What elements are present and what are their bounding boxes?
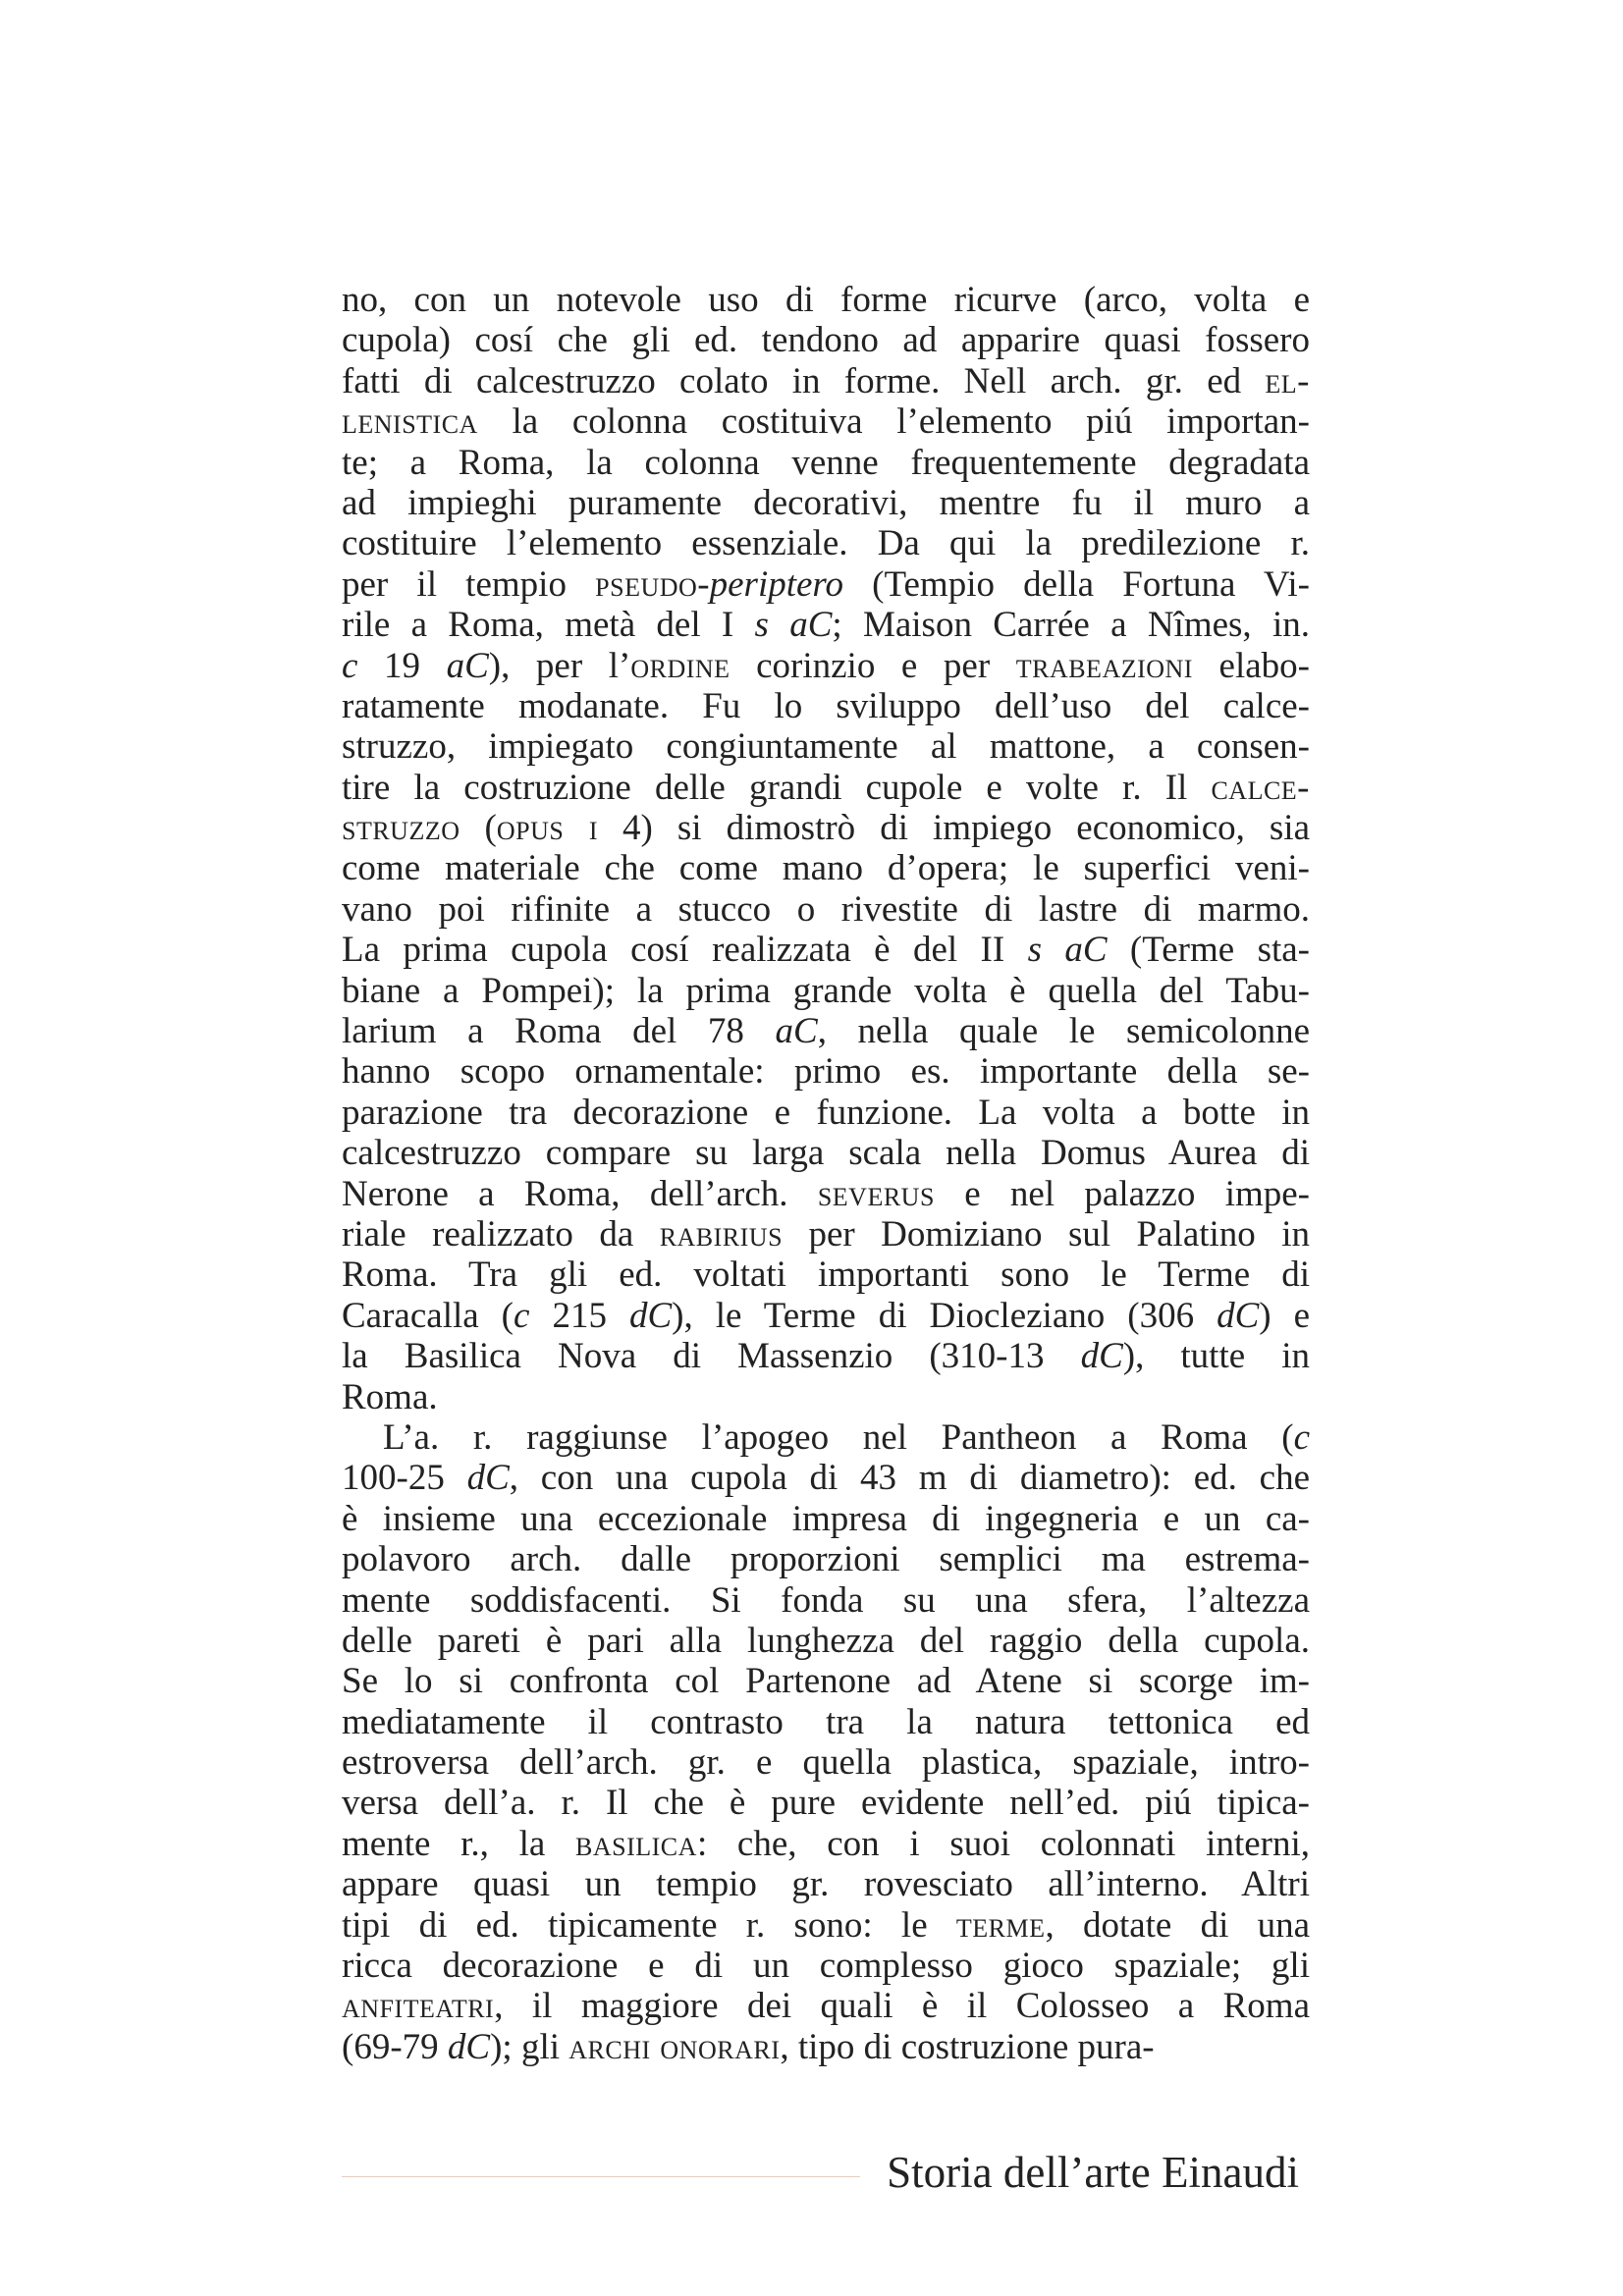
text-line <box>342 443 1310 483</box>
text-run: , tipo di costruzione pura- <box>780 2026 1155 2067</box>
text-run: struzzo, impiegato congiuntamente al mattone, a consen- <box>342 726 1310 768</box>
text-line <box>342 646 1310 686</box>
text-run: ); gli <box>490 2026 569 2067</box>
text-run: 19 <box>357 645 447 686</box>
text-run: , con una cupola di 43 m di diametro): ed. che <box>509 1458 1310 1499</box>
text-line <box>342 1458 1310 1498</box>
text-line <box>342 280 1310 320</box>
text-run: 4) si dimostrò di impiego economico, sia <box>598 808 1311 849</box>
text-line <box>342 1011 1310 1051</box>
text-line <box>342 1742 1310 1783</box>
text-line <box>342 361 1310 401</box>
text-run: tipi di ed. tipicamente r. sono: le <box>342 1904 956 1946</box>
text-line <box>342 320 1310 360</box>
italic-term: s aC <box>754 605 833 646</box>
text-run: parazione tra decorazione e funzione. La volta a botte in <box>342 1092 1310 1133</box>
text-run: (69-79 <box>342 2026 448 2067</box>
text-run: mente soddisfacenti. Si fonda su una sfera, l’altezza <box>342 1579 1310 1621</box>
text-run: , nella quale le semicolonne <box>817 1011 1310 1052</box>
text-run: Roma. <box>342 1376 438 1417</box>
small-caps-term: terme <box>955 1904 1046 1946</box>
italic-term: aC <box>446 645 489 686</box>
small-caps-term: trabeazioni <box>1015 645 1193 686</box>
text-line <box>342 1377 1310 1417</box>
body-text <box>342 280 1310 2067</box>
text-line <box>342 1783 1310 1823</box>
text-line <box>342 930 1310 970</box>
text-line <box>342 1905 1310 1946</box>
text-run: mediatamente il contrasto tra la natura tettonica ed <box>342 1701 1310 1742</box>
italic-term: dC <box>447 2026 491 2067</box>
small-caps-term: el- <box>1265 360 1310 401</box>
text-line <box>342 1336 1310 1376</box>
text-run: polavoro arch. dalle proporzioni semplici ma estrema- <box>342 1539 1310 1580</box>
text-line <box>342 1580 1310 1621</box>
text-line <box>342 848 1310 888</box>
small-caps-term: anfiteatri <box>342 1986 495 2027</box>
text-line <box>342 1214 1310 1255</box>
text-line <box>342 605 1310 645</box>
italic-term: s aC <box>1027 930 1108 971</box>
text-line <box>342 808 1310 848</box>
small-caps-term: ordine <box>630 645 730 686</box>
text-line <box>342 1417 1310 1458</box>
text-run: tire la costruzione delle grandi cupole e volte r. Il <box>342 767 1212 808</box>
text-run: , il maggiore dei quali è il Colosseo a Roma <box>494 1986 1310 2027</box>
text-run: Nerone a Roma, dell’arch. <box>342 1173 818 1214</box>
text-run: ricca decorazione e di un complesso gioco spaziale; gli <box>342 1946 1310 1987</box>
text-line <box>342 889 1310 930</box>
text-run: corinzio e per <box>730 645 1016 686</box>
text-line <box>342 1946 1310 1986</box>
text-run: come materiale che come mano d’opera; le superfici veni- <box>342 848 1310 889</box>
text-line <box>342 1499 1310 1539</box>
text-run: hanno scopo ornamentale: primo es. importante della se- <box>342 1051 1310 1093</box>
text-run: ), le Terme di Diocleziano (306 <box>672 1295 1217 1336</box>
text-line <box>342 1986 1310 2026</box>
text-run: 100-25 <box>342 1458 467 1499</box>
footer-title: Storia dell’arte Einaudi <box>887 2148 1299 2197</box>
text-run: Se lo si confronta col Partenone ad Atene si scorge im- <box>342 1661 1310 1702</box>
text-line <box>342 1133 1310 1173</box>
small-caps-term: rabirius <box>659 1213 784 1255</box>
text-run: per Domiziano sul Palatino in <box>783 1213 1311 1255</box>
text-line <box>342 1255 1310 1295</box>
text-run: La prima cupola cosí realizzata è del II <box>342 930 1028 971</box>
text-line <box>342 1864 1310 1904</box>
text-line <box>342 1539 1310 1579</box>
text-line <box>342 1051 1310 1092</box>
text-line <box>342 1093 1310 1133</box>
small-caps-term: lenistica <box>342 401 478 443</box>
small-caps-term: archi onorari <box>568 2026 781 2067</box>
small-caps-term: pseudo <box>595 563 698 605</box>
text-run: è insieme una eccezionale impresa di ingegneria e un ca- <box>342 1498 1310 1539</box>
text-run: fatti di calcestruzzo colato in forme. Nell arch. gr. ed <box>342 360 1266 401</box>
text-run: Roma. Tra gli ed. voltati importanti sono le Terme di <box>342 1255 1310 1296</box>
footer-rule <box>342 2176 860 2177</box>
italic-term: c <box>342 645 358 686</box>
text-run: e nel palazzo impe- <box>934 1173 1310 1214</box>
text-line <box>342 523 1310 563</box>
italic-term: c <box>514 1295 530 1336</box>
text-run: ad impieghi puramente decorativi, mentre fu il muro a <box>342 482 1310 523</box>
text-line <box>342 483 1310 523</box>
text-run: - <box>697 563 710 605</box>
text-run: ), tutte in <box>1122 1336 1310 1377</box>
text-line <box>342 1296 1310 1336</box>
italic-term: dC <box>1080 1336 1123 1377</box>
text-line <box>342 971 1310 1011</box>
small-caps-term: opus i <box>496 808 599 849</box>
text-run: L’a. r. raggiunse l’apogeo nel Pantheon a Roma ( <box>383 1416 1294 1458</box>
text-run: cupola) cosí che gli ed. tendono ad apparire quasi fossero <box>342 320 1310 361</box>
small-caps-term: severus <box>817 1173 935 1214</box>
italic-term: dC <box>1217 1295 1260 1336</box>
text-run: per il tempio <box>342 563 596 605</box>
text-line <box>342 768 1310 808</box>
text-run: costituire l’elemento essenziale. Da qui la predilezione r. <box>342 523 1310 564</box>
text-line <box>342 564 1310 605</box>
text-line <box>342 1621 1310 1661</box>
text-line <box>342 686 1310 726</box>
text-line <box>342 401 1310 442</box>
text-run: (Terme sta- <box>1107 930 1310 971</box>
italic-term: dC <box>628 1295 673 1336</box>
text-run: rile a Roma, metà del I <box>342 605 755 646</box>
text-line <box>342 1661 1310 1701</box>
text-run: Caracalla ( <box>342 1295 514 1336</box>
small-caps-term: struzzo <box>342 808 460 849</box>
italic-term: dC <box>466 1458 510 1499</box>
text-run: ) e <box>1259 1295 1311 1336</box>
text-run: te; a Roma, la colonna venne frequentemente degradata <box>342 442 1310 483</box>
text-run: la colonna costituiva l’elemento piú importan- <box>477 401 1310 443</box>
text-line <box>342 726 1310 767</box>
text-line <box>342 1702 1310 1742</box>
text-run: larium a Roma del 78 <box>342 1011 776 1052</box>
text-line <box>342 2027 1310 2067</box>
text-run: elabo- <box>1192 645 1310 686</box>
text-run: no, con un notevole uso di forme ricurve (arco, volta e <box>342 280 1310 320</box>
italic-term: periptero <box>709 563 843 605</box>
small-caps-term: basilica <box>575 1823 697 1864</box>
italic-term: c <box>1293 1416 1310 1458</box>
text-run: , dotate di una <box>1045 1904 1310 1946</box>
text-run: ratamente modanate. Fu lo sviluppo dell’uso del calce- <box>342 685 1310 726</box>
text-run: appare quasi un tempio gr. rovesciato all’interno. Altri <box>342 1864 1310 1905</box>
text-run: ), per l’ <box>488 645 631 686</box>
italic-term: aC <box>775 1011 818 1052</box>
text-run: la Basilica Nova di Massenzio (310-13 <box>342 1336 1081 1377</box>
text-run: biane a Pompei); la prima grande volta è quella del Tabu- <box>342 970 1310 1011</box>
text-run: : che, con i suoi colonnati interni, <box>696 1823 1310 1864</box>
text-run: calcestruzzo compare su larga scala nella Domus Aurea di <box>342 1133 1310 1174</box>
text-run: (Tempio della Fortuna Vi- <box>842 563 1310 605</box>
text-run: delle pareti è pari alla lunghezza del raggio della cupola. <box>342 1620 1310 1661</box>
text-line <box>342 1824 1310 1864</box>
text-run: estroversa dell’arch. gr. e quella plastica, spaziale, intro- <box>342 1742 1310 1784</box>
text-run: riale realizzato da <box>342 1213 660 1255</box>
small-caps-term: calce- <box>1211 767 1310 808</box>
text-run: ; Maison Carrée a Nîmes, in. <box>832 605 1311 646</box>
text-line <box>342 1174 1310 1214</box>
text-run: versa dell’a. r. Il che è pure evidente nell’ed. piú tipica- <box>342 1783 1310 1824</box>
text-run: ( <box>460 808 497 849</box>
text-run: vano poi rifinite a stucco o rivestite di lastre di marmo. <box>342 888 1310 930</box>
text-run: 215 <box>529 1295 629 1336</box>
text-run: mente r., la <box>342 1823 576 1864</box>
